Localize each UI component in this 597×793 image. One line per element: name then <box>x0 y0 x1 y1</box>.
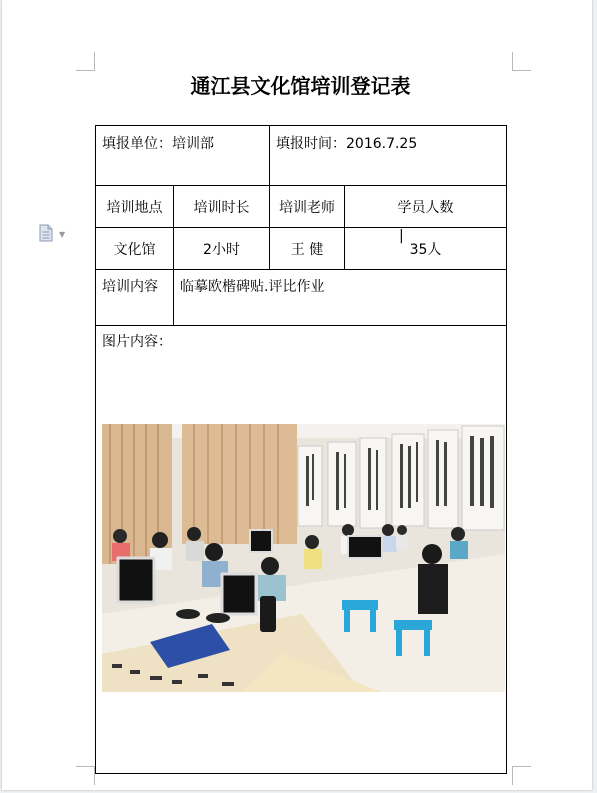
value-student-count[interactable]: 35人 <box>345 228 507 270</box>
table-row <box>96 126 507 186</box>
reporting-time-cell[interactable]: 填报时间：2016.7.25 <box>270 126 507 186</box>
table-row <box>96 186 507 228</box>
header-duration[interactable]: 培训时长 <box>174 186 270 228</box>
table-row <box>96 270 507 326</box>
margin-mark-top-right <box>512 52 531 71</box>
value-location[interactable]: 文化馆 <box>96 228 174 270</box>
pictures-label: 图片内容： <box>102 334 172 350</box>
value-teacher[interactable]: 王 健 <box>270 228 345 270</box>
header-teacher[interactable]: 培训老师 <box>270 186 345 228</box>
table-row <box>96 228 507 270</box>
content-label-cell[interactable]: 培训内容 <box>96 270 174 326</box>
reporting-unit-cell[interactable]: 填报单位：培训部 <box>96 126 270 186</box>
value-duration[interactable]: 2小时 <box>174 228 270 270</box>
margin-mark-top-left <box>76 52 95 71</box>
margin-mark-bottom-left <box>76 766 95 785</box>
table-row <box>96 326 507 774</box>
chevron-down-icon[interactable]: ▼ <box>59 230 66 239</box>
classroom-photo[interactable] <box>102 424 505 692</box>
document-icon[interactable] <box>38 224 54 242</box>
header-student-count[interactable]: 学员人数 <box>345 186 507 228</box>
registration-table <box>95 125 507 774</box>
content-value-cell[interactable]: 临摹欧楷碑贴.评比作业 <box>174 270 507 326</box>
text-cursor: | <box>399 228 404 244</box>
header-location[interactable]: 培训地点 <box>96 186 174 228</box>
margin-mark-bottom-right <box>512 766 531 785</box>
pictures-cell[interactable] <box>96 326 507 774</box>
form-title: 通江县文化馆培训登记表 <box>190 74 411 98</box>
